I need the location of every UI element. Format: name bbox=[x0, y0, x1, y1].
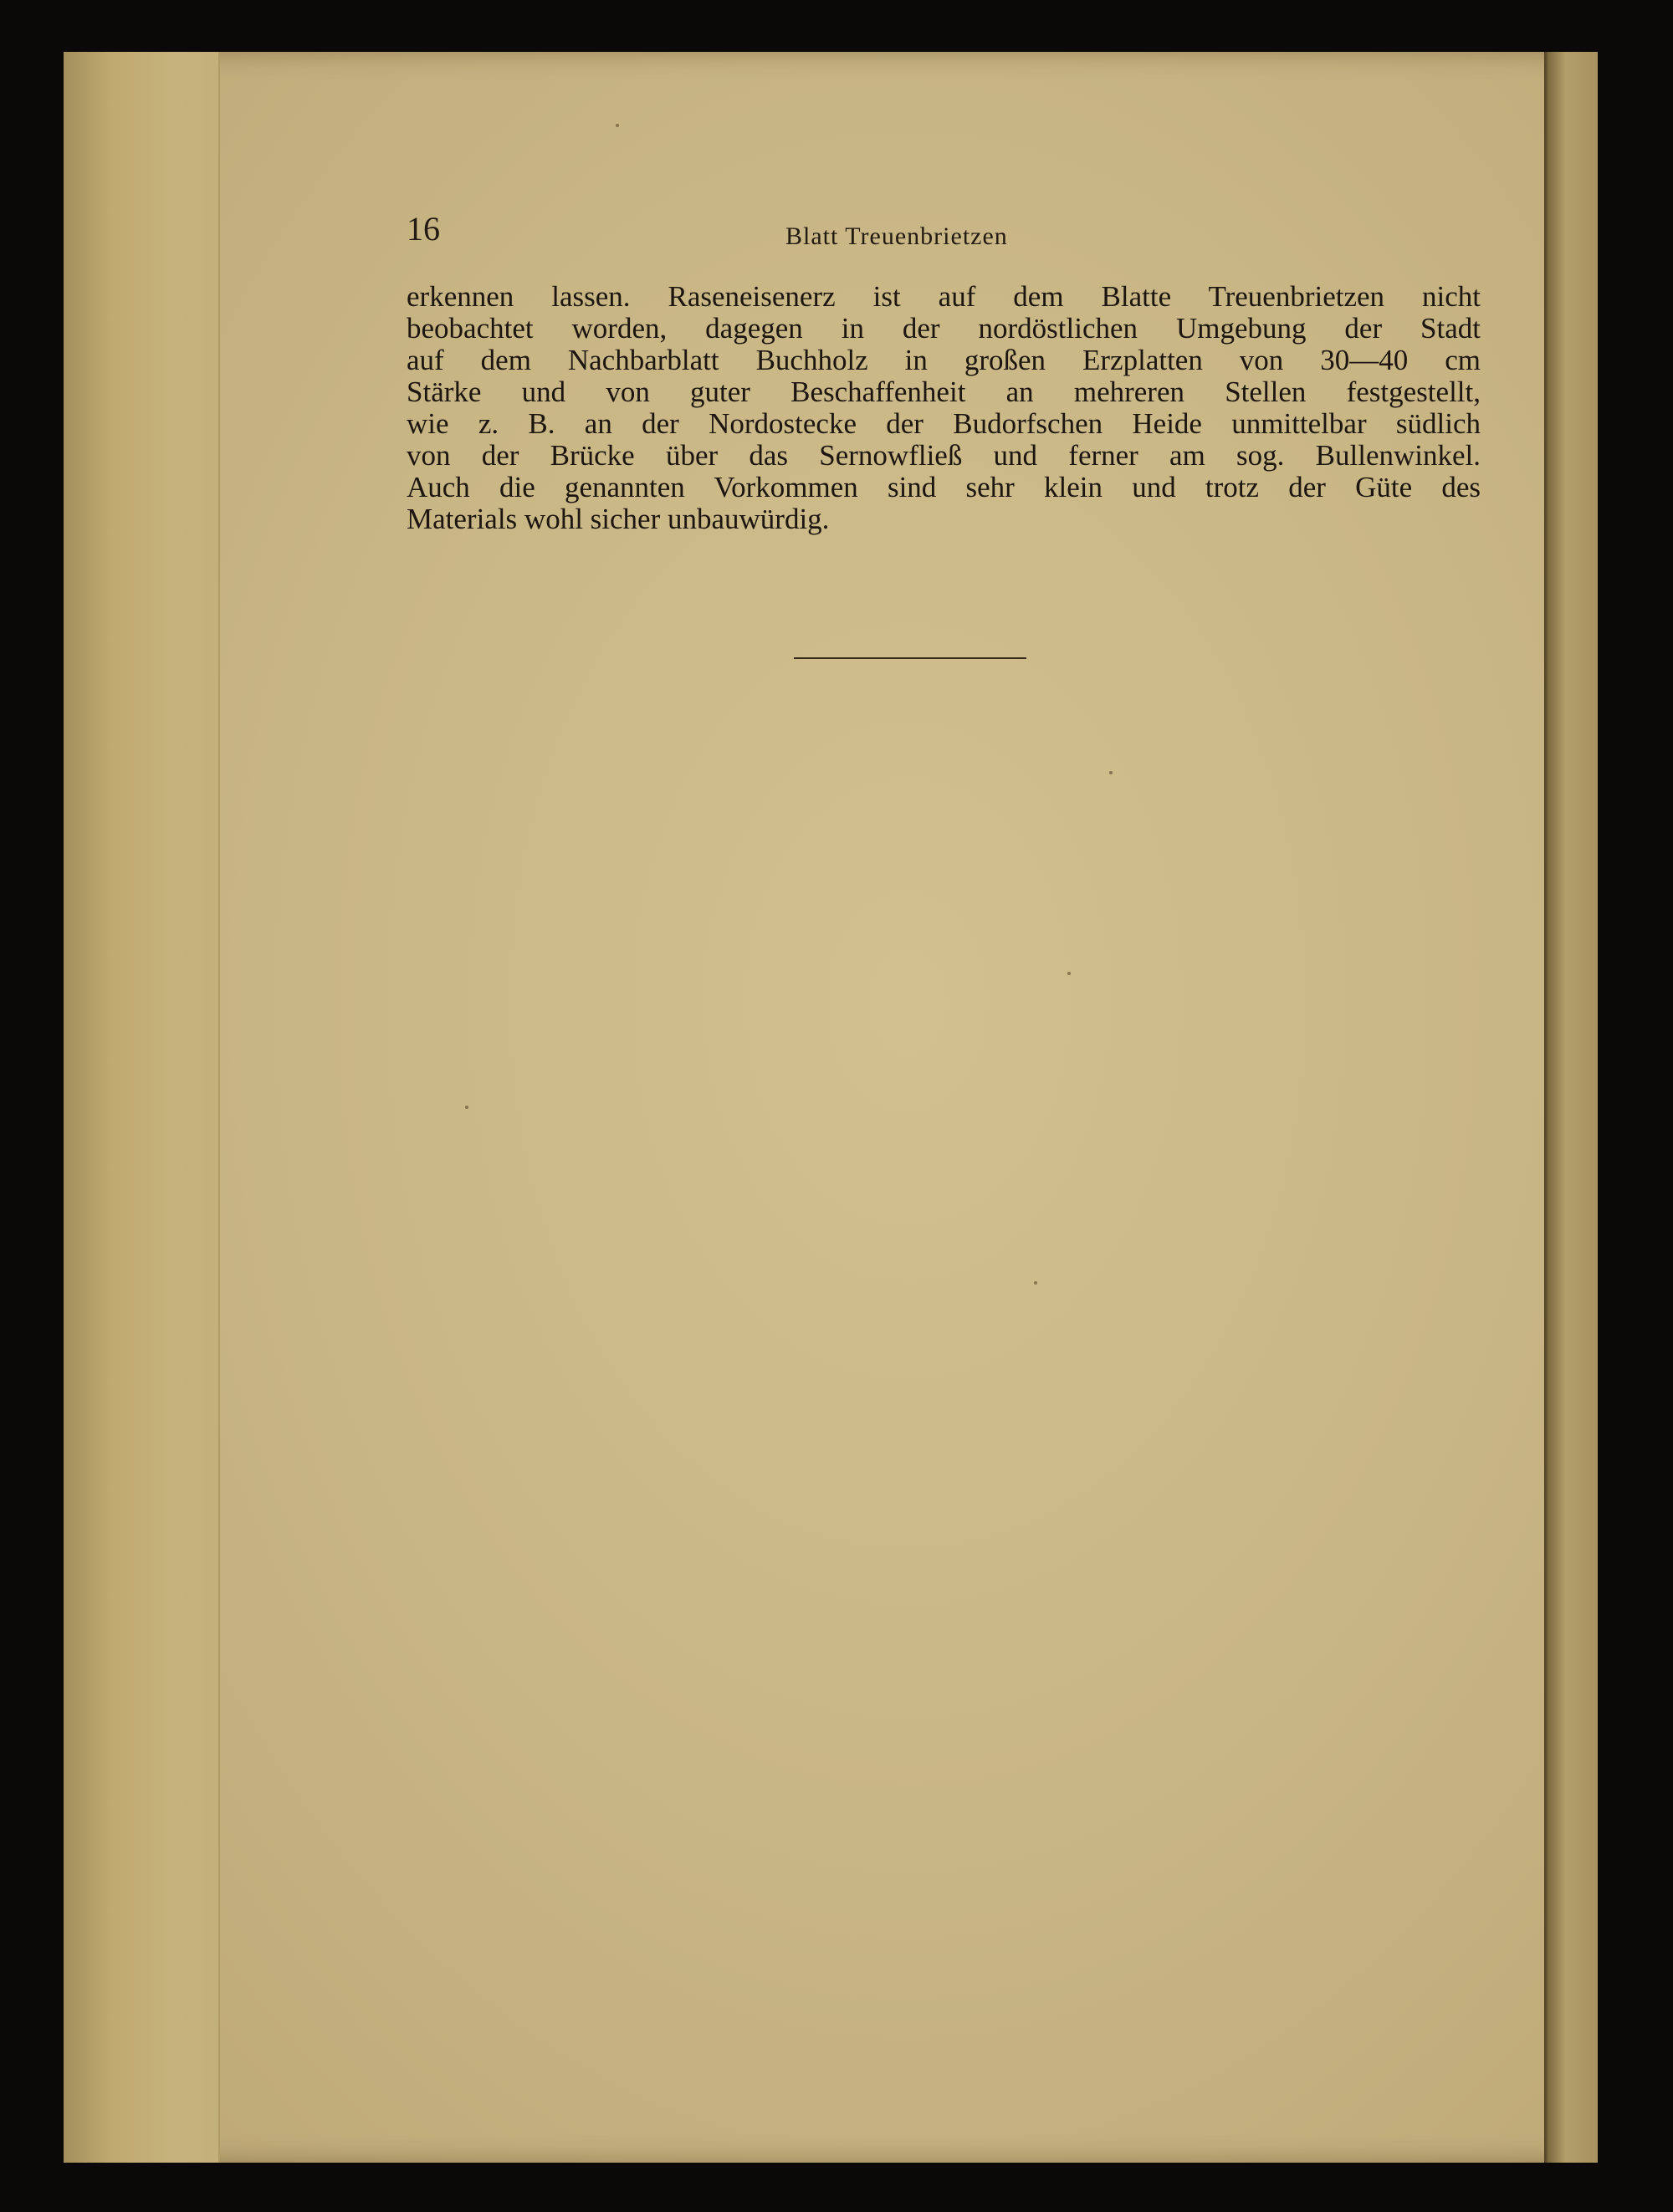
text-line: von der Brücke über das Sernowfließ und ferner am sog. Bullenwinkel. bbox=[407, 440, 1481, 472]
text-line: Materials wohl sicher unbauwürdig. bbox=[407, 503, 830, 535]
paper-speck bbox=[616, 124, 619, 127]
paper-speck bbox=[465, 1106, 468, 1109]
text-line: auf dem Nachbarblatt Buchholz in großen Erzplatten von 30—40 cm bbox=[407, 345, 1481, 376]
page-header bbox=[407, 209, 1481, 259]
body-paragraph bbox=[407, 281, 1481, 535]
paper-speck bbox=[1109, 771, 1113, 774]
text-line: Auch die genannten Vorkommen sind sehr klein und trotz der Güte des bbox=[407, 472, 1481, 503]
text-line: beobachtet worden, dagegen in der nordöstlichen Umgebung der Stadt bbox=[407, 313, 1481, 345]
page-number: 16 bbox=[407, 210, 440, 248]
page-binding-edge bbox=[64, 52, 220, 2163]
text-line: Stärke und von guter Beschaffenheit an mehreren Stellen festgestellt, bbox=[407, 376, 1481, 408]
text-line: wie z. B. an der Nordostecke der Budorfschen Heide unmittelbar südlich bbox=[407, 408, 1481, 440]
adjacent-page-edge bbox=[1544, 52, 1598, 2163]
paper-speck bbox=[1034, 1281, 1037, 1285]
paper-speck bbox=[1067, 972, 1071, 975]
section-end-rule bbox=[794, 657, 1026, 659]
running-title: Blatt Treuenbrietzen bbox=[785, 222, 1008, 250]
text-line: erkennen lassen. Raseneisenerz ist auf dem Blatte Treuenbrietzen nicht bbox=[407, 281, 1481, 313]
